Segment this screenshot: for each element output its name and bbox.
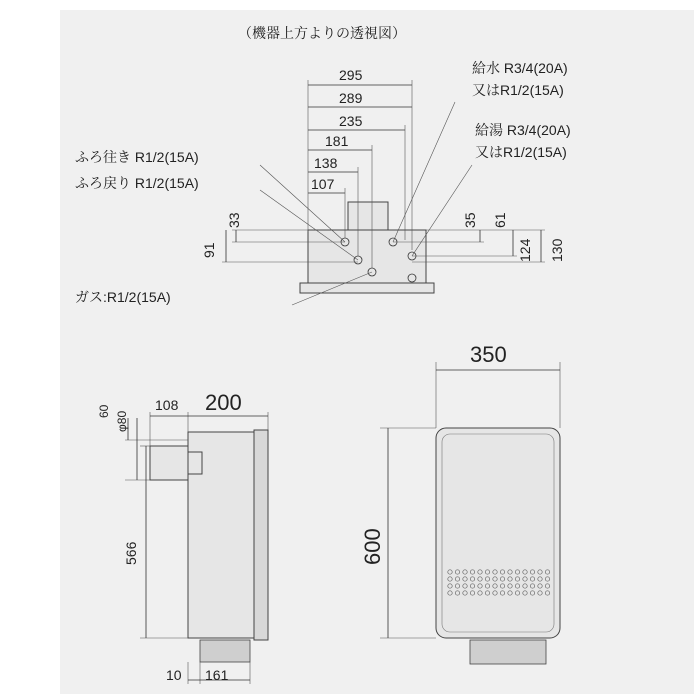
dim-61: 61 [492, 212, 508, 228]
gas-label: ガス:R1/2(15A) [75, 289, 171, 305]
bath-out-label: ふろ往き R1/2(15A) [75, 149, 199, 165]
top-view-title: （機器上方よりの透視図） [238, 25, 406, 41]
dim-566: 566 [123, 541, 139, 565]
unit-front-body [436, 428, 560, 638]
flue-pipe-side [150, 446, 188, 480]
bath-return-label: ふろ戻り R1/2(15A) [75, 175, 199, 191]
front-bottom-pipes [470, 640, 546, 664]
unit-bracket [300, 283, 434, 293]
hot-water-label-2: 又はR1/2(15A) [475, 144, 567, 160]
dim-138: 138 [314, 155, 338, 171]
dim-10: 10 [166, 667, 182, 683]
water-supply-label-2: 又はR1/2(15A) [472, 82, 564, 98]
dim-60: 60 [97, 404, 111, 418]
hot-water-label-1: 給湯 R3/4(20A) [475, 122, 571, 138]
dim-108: 108 [155, 397, 179, 413]
dim-33: 33 [226, 212, 242, 228]
water-supply-label-1: 給水 R3/4(20A) [472, 60, 568, 76]
top-view [75, 25, 571, 305]
dim-124: 124 [517, 238, 533, 262]
flue-outlet-top [348, 202, 388, 230]
flue-collar-side [188, 452, 202, 474]
side-bottom-pipes [200, 640, 250, 662]
dim-107: 107 [311, 176, 335, 192]
dim-130: 130 [549, 238, 565, 262]
dim-161: 161 [205, 667, 229, 683]
unit-side-front-panel [254, 430, 268, 640]
dim-181: 181 [325, 133, 349, 149]
side-view [97, 390, 268, 684]
dim-91: 91 [201, 242, 217, 258]
dim-235: 235 [339, 113, 363, 129]
dim-200: 200 [205, 390, 242, 415]
dim-phi80: φ80 [115, 410, 129, 432]
dim-600: 600 [360, 528, 385, 565]
front-view [360, 342, 560, 664]
dim-289: 289 [339, 90, 363, 106]
dim-35: 35 [462, 212, 478, 228]
dim-350: 350 [470, 342, 507, 367]
dim-295: 295 [339, 67, 363, 83]
